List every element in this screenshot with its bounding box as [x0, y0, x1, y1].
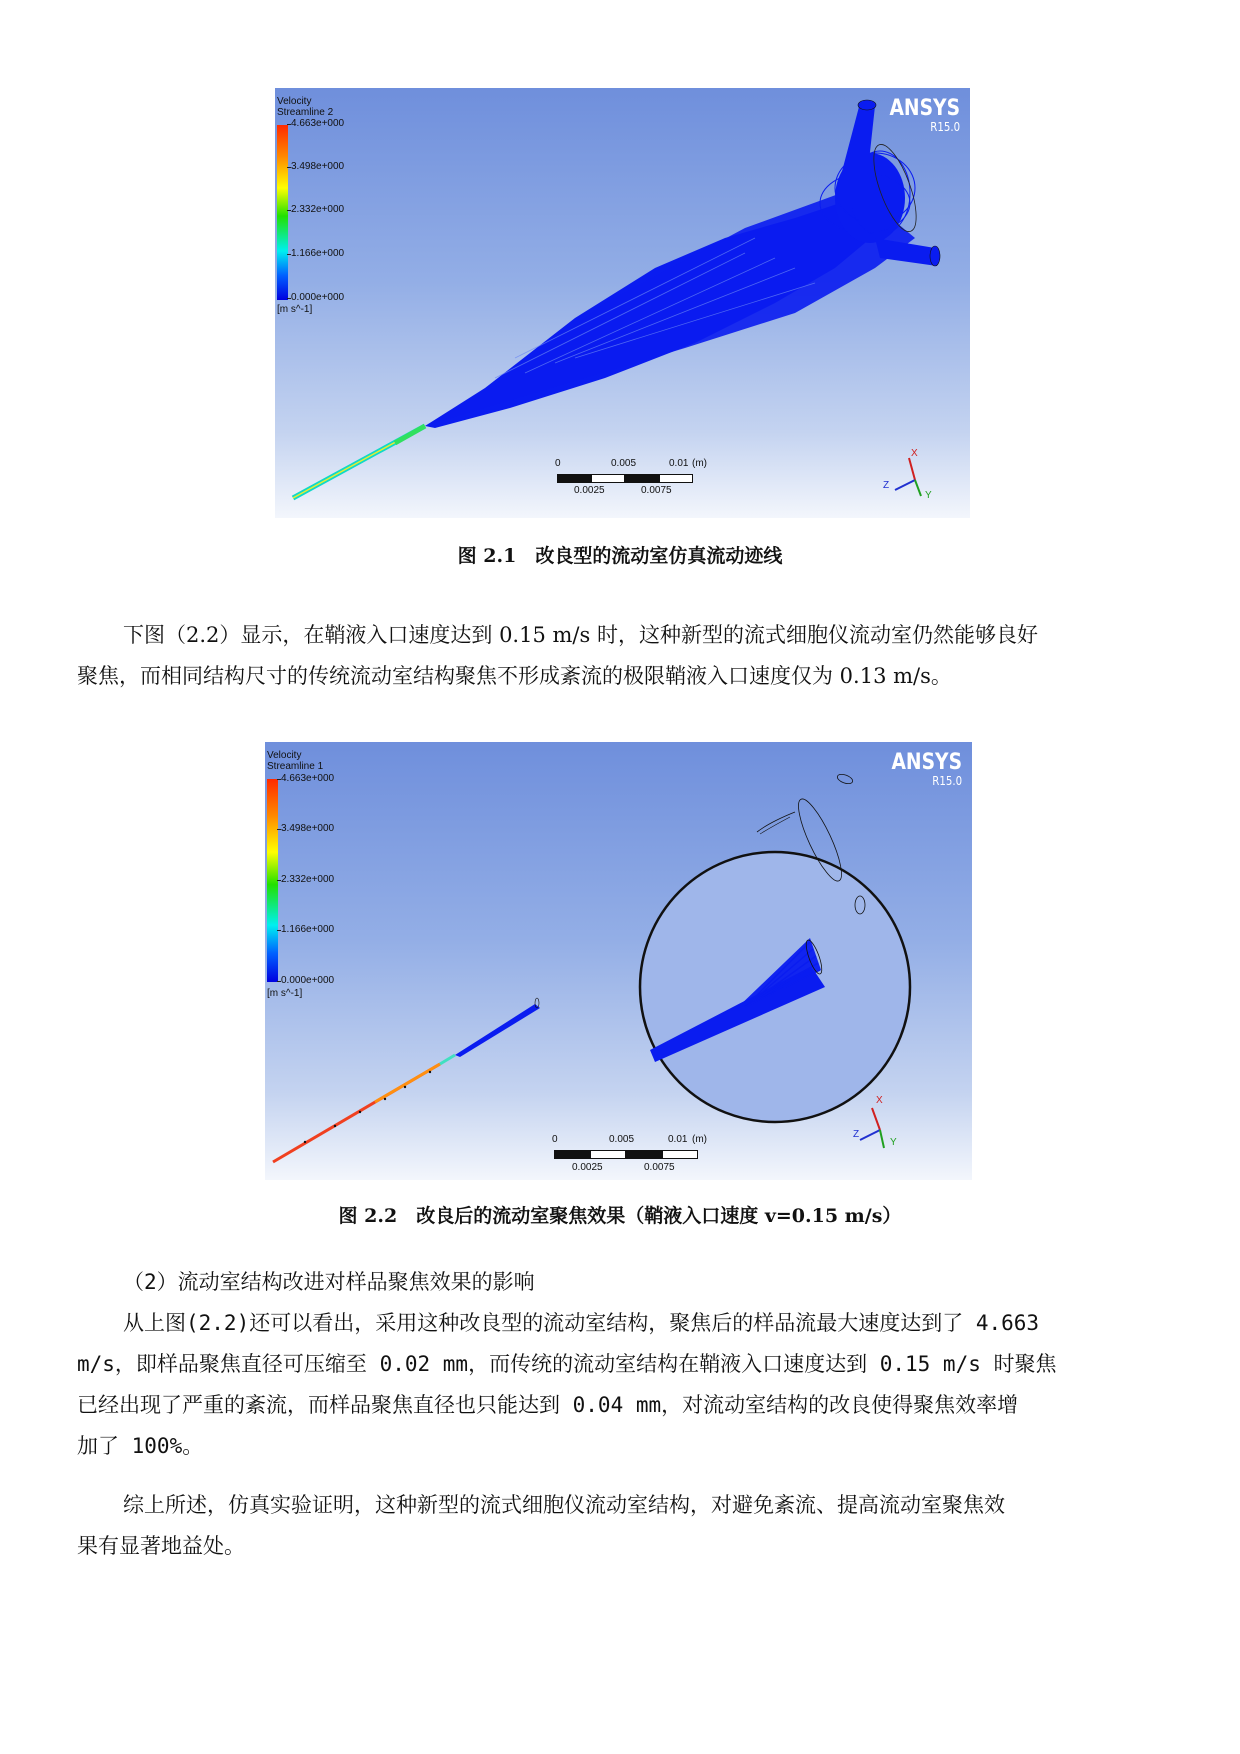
- scale-segment: [625, 474, 659, 483]
- text-line: 加了 100%。: [77, 1434, 204, 1458]
- text-line: 下图（2.2）显示，在鞘液入口速度达到 0.15 m/s 时，这种新型的流式细胞仪流动室仍然能够良好: [123, 623, 1038, 647]
- legend-title: Velocity: [267, 750, 302, 761]
- logo-brand: ANSYS: [891, 750, 962, 775]
- figure-2-2-image: [265, 742, 972, 1180]
- scale-label: 0.0025: [574, 485, 605, 496]
- scale-label: 0.01: [669, 458, 689, 469]
- ansys-logo: [877, 98, 960, 134]
- scale-label: 0.0075: [644, 1162, 675, 1173]
- streamline-plot: [275, 88, 970, 518]
- legend-tick: 0.000e+000: [281, 975, 335, 986]
- legend-tick: 3.498e+000: [281, 823, 335, 834]
- text-line: 综上所述，仿真实验证明，这种新型的流式细胞仪流动室结构，对避免紊流、提高流动室聚焦效: [123, 1493, 1005, 1517]
- scale-label: 0.005: [609, 1134, 635, 1145]
- legend-subtitle: Streamline 2: [277, 107, 334, 118]
- scale-unit: (m): [692, 458, 707, 469]
- legend-tick: 3.498e+000: [291, 161, 345, 172]
- scale-segment: [557, 474, 591, 483]
- text-line: 聚焦，而相同结构尺寸的传统流动室结构聚焦不形成紊流的极限鞘液入口速度仅为 0.13 m/s。: [77, 664, 952, 688]
- axis-z-label: Z: [853, 1129, 860, 1140]
- scale-label: 0.0025: [572, 1162, 603, 1173]
- text-line: 已经出现了严重的紊流，而样品聚焦直径也只能达到 0.04 mm，对流动室结构的改良使得聚焦效率增: [77, 1393, 1019, 1417]
- scale-segment: [591, 474, 625, 483]
- text-line: 果有显著地益处。: [77, 1534, 245, 1558]
- scale-label: 0: [555, 458, 561, 469]
- scale-segment: [626, 1150, 662, 1159]
- paragraph-1: [77, 615, 1168, 697]
- paragraph-conclusion: [77, 1485, 1168, 1567]
- legend-tick: 4.663e+000: [281, 773, 335, 784]
- scale-bar: [552, 1134, 722, 1180]
- scale-unit: (m): [692, 1134, 707, 1145]
- scale-segment: [554, 1150, 590, 1159]
- legend-tick: 1.166e+000: [281, 924, 335, 935]
- legend-subtitle: Streamline 1: [267, 761, 324, 772]
- axis-x-label: X: [876, 1095, 883, 1106]
- scale-label: 0.01: [668, 1134, 688, 1145]
- legend-tick: 0.000e+000: [291, 292, 345, 303]
- scale-segment: [659, 474, 693, 483]
- section-heading: （2）流动室结构改进对样品聚焦效果的影响: [123, 1270, 535, 1294]
- velocity-legend: [277, 96, 345, 315]
- legend-unit: [m s^-1]: [277, 304, 313, 315]
- scale-label: 0.0075: [641, 485, 672, 496]
- text-line: m/s，即样品聚焦直径可压缩至 0.02 mm，而传统的流动室结构在鞘液入口速度达到 0.15 m/s 时聚焦: [77, 1352, 1057, 1376]
- legend-tick: 2.332e+000: [291, 204, 345, 215]
- legend-tick: 4.663e+000: [291, 118, 345, 129]
- axis-labels: [881, 448, 941, 501]
- legend-tick: 1.166e+000: [291, 248, 345, 259]
- figure-caption-2-2: 图 2.2 改良后的流动室聚焦效果（鞘液入口速度 v=0.15 m/s）: [338, 1205, 902, 1227]
- figure-2-1-image: [275, 88, 970, 518]
- color-scale-bar: [277, 125, 288, 300]
- text-line: 从上图(2.2)还可以看出，采用这种改良型的流动室结构，聚焦后的样品流最大速度达到了 4.663: [123, 1311, 1040, 1335]
- axis-y-label: Y: [925, 490, 932, 501]
- legend-tick: 2.332e+000: [281, 874, 335, 885]
- axis-labels: [850, 1095, 910, 1148]
- figure-caption-2-1: 图 2.1 改良型的流动室仿真流动迹线: [457, 545, 783, 567]
- ansys-logo: [879, 752, 962, 788]
- scale-label: 0: [552, 1134, 558, 1145]
- axis-y-label: Y: [890, 1137, 897, 1148]
- legend-unit: [m s^-1]: [267, 988, 303, 999]
- velocity-legend: [267, 750, 335, 999]
- scale-bar: [555, 458, 715, 498]
- axis-z-label: Z: [883, 480, 890, 491]
- logo-brand: ANSYS: [889, 96, 960, 121]
- section-body: [77, 1262, 1168, 1467]
- scale-segment: [590, 1150, 626, 1159]
- logo-version: R15.0: [932, 774, 962, 788]
- legend-title: Velocity: [277, 96, 312, 107]
- scale-label: 0.005: [611, 458, 637, 469]
- axis-x-label: X: [911, 448, 918, 459]
- logo-version: R15.0: [930, 120, 960, 134]
- scale-segment: [662, 1150, 698, 1159]
